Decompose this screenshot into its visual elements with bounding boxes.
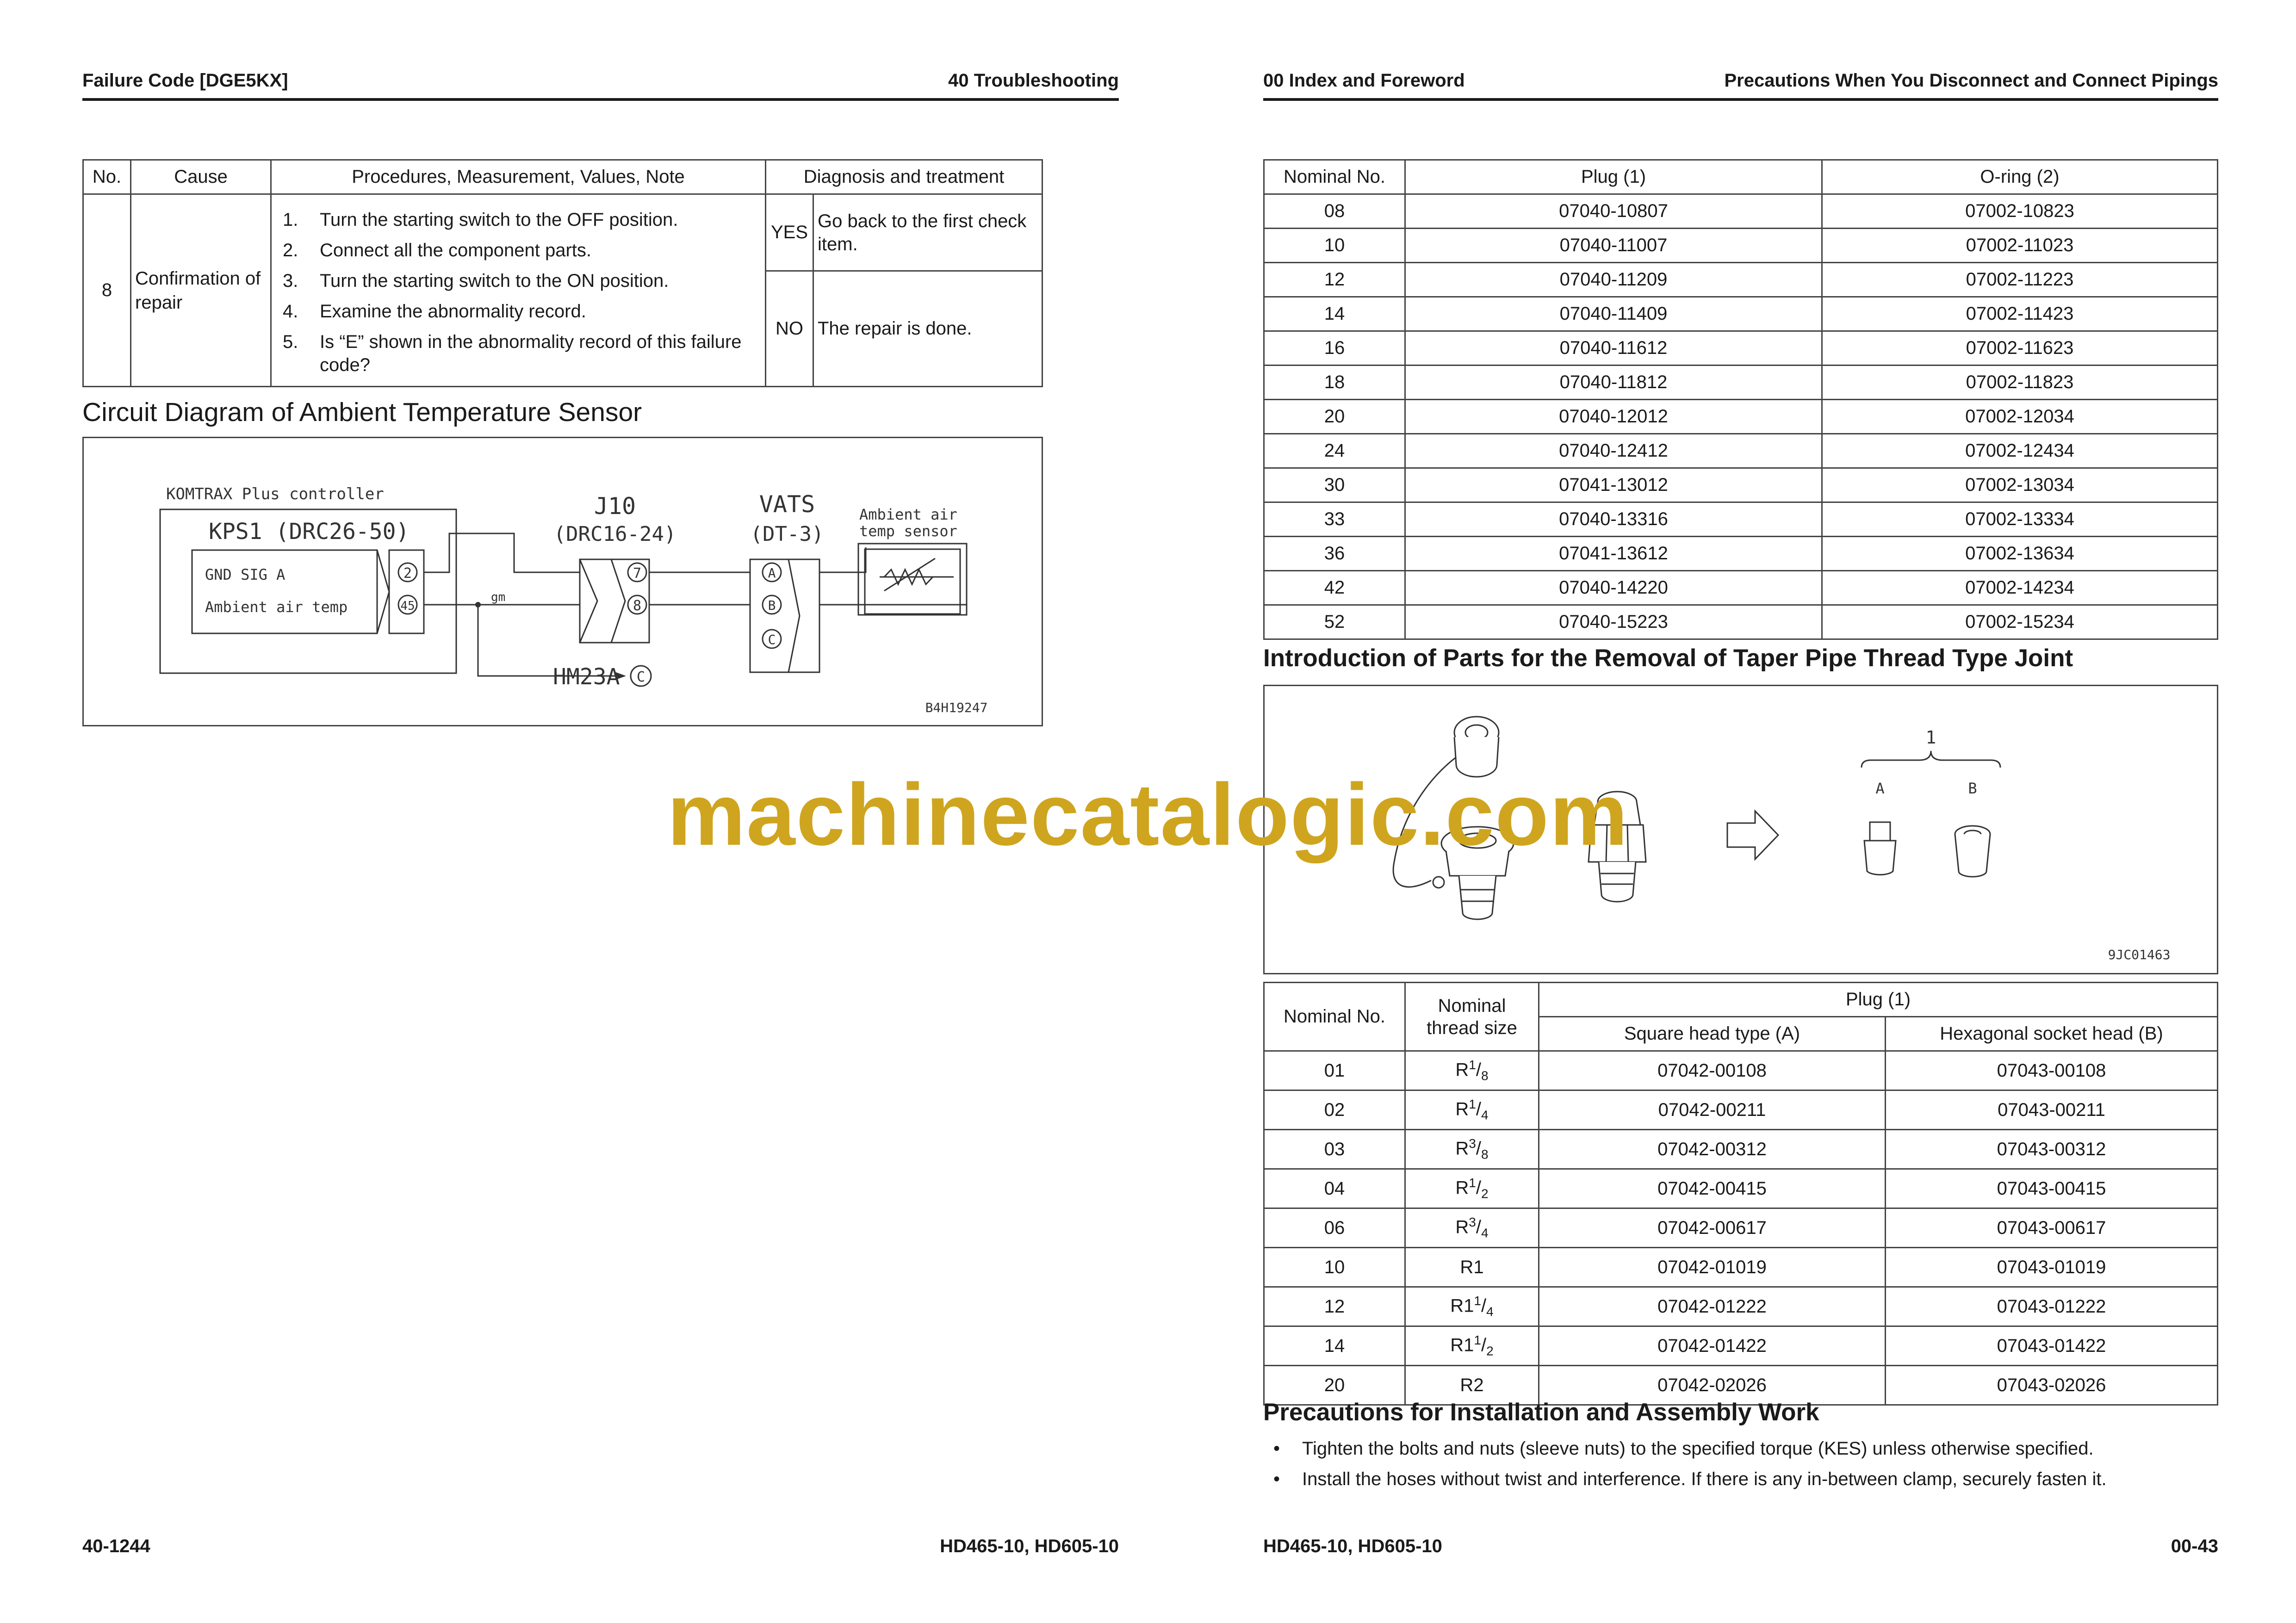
thread-fraction-denominator: 2 <box>1481 1186 1489 1201</box>
controller-label-gnd: GND SIG A <box>205 566 285 583</box>
thread-prefix: R <box>1450 1295 1464 1316</box>
vats-subtitle: (DT-3) <box>750 522 824 546</box>
col-header-diagnosis: Diagnosis and treatment <box>766 160 1043 194</box>
thread-prefix: R <box>1455 1059 1469 1080</box>
list-item <box>1263 1433 2218 1464</box>
table-row <box>1264 365 2218 400</box>
col-header-cause: Cause <box>131 160 271 194</box>
cell-square-head: 07042-00415 <box>1539 1169 1886 1208</box>
cell-thread-size: $R^1/_2$ <box>1405 1169 1539 1208</box>
cell-hex-socket: 07043-02026 <box>1886 1366 2218 1405</box>
cell-plug: 07040-13316 <box>1405 502 1822 537</box>
thread-fraction-denominator: 8 <box>1481 1147 1489 1162</box>
table-row <box>1264 263 2218 297</box>
cell-plug: 07040-11409 <box>1405 297 1822 331</box>
cell-thread-size: $R1^1/_4$ <box>1405 1287 1539 1326</box>
col-header-no: No. <box>83 160 131 194</box>
cell-thread-size: $R^3/_4$ <box>1405 1208 1539 1248</box>
cell-square-head: 07042-01019 <box>1539 1248 1886 1287</box>
cell-plug: 07040-11612 <box>1405 331 1822 365</box>
right-header-title: Precautions When You Disconnect and Connect Pipings <box>1724 70 2218 91</box>
j10-title: J10 <box>594 493 636 520</box>
cell-square-head: 07042-00108 <box>1539 1051 1886 1090</box>
vats-title: VATS <box>759 491 815 518</box>
table-row <box>83 194 1043 271</box>
procedure-step <box>283 204 754 235</box>
table-row <box>1264 1208 2218 1248</box>
cell-oring: 07002-13634 <box>1822 537 2218 571</box>
thread-prefix: R <box>1460 1257 1474 1277</box>
cell-plug: 07040-11007 <box>1405 229 1822 263</box>
taper-plug-table <box>1263 982 2218 1406</box>
cell-hex-socket: 07043-01222 <box>1886 1287 2218 1326</box>
cell-hex-socket: 07043-00312 <box>1886 1130 2218 1169</box>
list-item <box>1263 1464 2218 1494</box>
table-header-row <box>1264 983 2218 1017</box>
table-row <box>1264 1051 2218 1090</box>
cell-oring: 07002-11823 <box>1822 365 2218 400</box>
cell-hex-socket: 07043-01422 <box>1886 1326 2218 1366</box>
cell-oring: 07002-12034 <box>1822 400 2218 434</box>
table-row <box>1264 400 2218 434</box>
table-row <box>1264 331 2218 365</box>
cell-nominal-no: 01 <box>1264 1051 1405 1090</box>
thread-fraction-numerator: 1 <box>1474 1333 1481 1348</box>
table-row <box>1264 229 2218 263</box>
col-header-nominal-no: Nominal No. <box>1264 983 1405 1051</box>
sensor-label-2: temp sensor <box>859 522 957 540</box>
cell-plug: 07040-11209 <box>1405 263 1822 297</box>
right-header-section: 00 Index and Foreword <box>1263 70 1465 91</box>
col-header-square-head: Square head type (A) <box>1539 1017 1886 1051</box>
table-row <box>1264 1130 2218 1169</box>
left-header-title: Failure Code [DGE5KX] <box>82 70 288 91</box>
figure-code: 9JC01463 <box>2108 947 2171 962</box>
controller-block <box>192 550 377 633</box>
cell-nominal-no: 10 <box>1264 1248 1405 1287</box>
thread-whole: 1 <box>1473 1257 1484 1277</box>
row-procedures <box>271 194 766 387</box>
cell-nominal-no: 14 <box>1264 297 1405 331</box>
thread-fraction-denominator: 8 <box>1481 1068 1489 1083</box>
bullet-icon: • <box>1273 1469 1280 1489</box>
cell-nominal-no: 14 <box>1264 1326 1405 1366</box>
table-row <box>1264 1326 2218 1366</box>
cell-nominal-no: 02 <box>1264 1090 1405 1130</box>
circuit-diagram <box>84 438 1042 725</box>
cell-nominal-no: 03 <box>1264 1130 1405 1169</box>
junction-dot <box>475 602 481 607</box>
tool-thread <box>1459 876 1496 919</box>
col-header-plug: Plug (1) <box>1539 983 2218 1017</box>
step-text: Turn the starting switch to the ON position. <box>320 270 669 291</box>
procedure-step <box>283 266 754 296</box>
cell-nominal-no: 30 <box>1264 468 1405 502</box>
precautions-title: Precautions for Installation and Assembly Work <box>1263 1399 1819 1426</box>
cell-nominal-no: 52 <box>1264 605 1405 639</box>
cell-oring: 07002-13334 <box>1822 502 2218 537</box>
table-row <box>1264 1287 2218 1326</box>
cell-oring: 07002-11423 <box>1822 297 2218 331</box>
thread-prefix: R <box>1455 1138 1469 1159</box>
left-header-section: 40 Troubleshooting <box>948 70 1119 91</box>
taper-section-title: Introduction of Parts for the Removal of Taper Pipe Thread Type Joint <box>1263 644 2073 672</box>
table-header-row <box>1264 160 2218 194</box>
thread-prefix: R <box>1460 1375 1474 1395</box>
procedure-step <box>283 296 754 327</box>
vats-connector <box>750 559 819 672</box>
step-text: Turn the starting switch to the OFF position. <box>320 209 678 230</box>
yes-treatment: Go back to the first check item. <box>813 194 1043 271</box>
cell-square-head: 07042-00312 <box>1539 1130 1886 1169</box>
step-number: 5. <box>283 331 298 352</box>
branch-target-label: HM23A <box>553 664 620 690</box>
col-header-hex-socket: Hexagonal socket head (B) <box>1886 1017 2218 1051</box>
cell-nominal-no: 16 <box>1264 331 1405 365</box>
cell-plug: 07040-12012 <box>1405 400 1822 434</box>
table-row <box>1264 468 2218 502</box>
step-text: Connect all the component parts. <box>320 240 592 260</box>
controller-connector-label: KPS1 (DRC26-50) <box>209 519 410 545</box>
thread-fraction-numerator: 3 <box>1469 1215 1476 1230</box>
circuit-diagram-box <box>82 437 1043 726</box>
right-page-number: 00-43 <box>2171 1536 2218 1556</box>
figure-code: B4H19247 <box>925 700 988 715</box>
cell-nominal-no: 20 <box>1264 1366 1405 1405</box>
table-row <box>1264 1169 2218 1208</box>
thread-fraction-numerator: 3 <box>1469 1136 1476 1151</box>
col-header-plug: Plug (1) <box>1405 160 1822 194</box>
cell-oring: 07002-12434 <box>1822 434 2218 468</box>
cell-plug: 07041-13612 <box>1405 537 1822 571</box>
cell-plug: 07041-13012 <box>1405 468 1822 502</box>
thread-fraction-denominator: 4 <box>1486 1304 1494 1319</box>
procedure-step <box>283 327 754 377</box>
j10-pin-7: 7 <box>633 565 642 582</box>
table-row <box>1264 537 2218 571</box>
table-row <box>1264 502 2218 537</box>
cell-plug: 07040-14220 <box>1405 571 1822 605</box>
troubleshooting-table <box>82 159 1043 387</box>
col-header-nominal-no: Nominal No. <box>1264 160 1405 194</box>
left-header <box>82 70 1119 101</box>
thread-prefix: R <box>1450 1335 1464 1356</box>
cell-nominal-no: 06 <box>1264 1208 1405 1248</box>
cell-plug: 07040-15223 <box>1405 605 1822 639</box>
vats-pin-b: B <box>768 598 776 613</box>
cell-nominal-no: 36 <box>1264 537 1405 571</box>
cell-thread-size: $R^1/_8$ <box>1405 1051 1539 1090</box>
thread-whole: 1 <box>1464 1335 1474 1356</box>
figure-label-1: 1 <box>1925 727 1936 748</box>
cell-oring: 07002-13034 <box>1822 468 2218 502</box>
cell-square-head: 07042-00211 <box>1539 1090 1886 1130</box>
circuit-diagram-title: Circuit Diagram of Ambient Temperature Sensor <box>82 397 642 427</box>
table-row <box>1264 1248 2218 1287</box>
precautions-list <box>1263 1433 2218 1494</box>
cell-hex-socket: 07043-00415 <box>1886 1169 2218 1208</box>
row-cause: Confirmation of repair <box>131 194 271 387</box>
cell-nominal-no: 20 <box>1264 400 1405 434</box>
table-row <box>1264 297 2218 331</box>
table-row <box>1264 1090 2218 1130</box>
step-number: 4. <box>283 301 298 322</box>
cell-square-head: 07042-01422 <box>1539 1326 1886 1366</box>
figure-label-b: B <box>1968 780 1977 797</box>
cell-hex-socket: 07043-01019 <box>1886 1248 2218 1287</box>
cell-nominal-no: 04 <box>1264 1169 1405 1208</box>
thread-fraction-denominator: 4 <box>1481 1108 1489 1122</box>
cell-oring: 07002-15234 <box>1822 605 2218 639</box>
row-no: 8 <box>83 194 131 387</box>
cell-nominal-no: 42 <box>1264 571 1405 605</box>
table-header-row <box>83 160 1043 194</box>
procedure-step <box>283 235 754 266</box>
procedure-steps <box>283 204 754 377</box>
controller-label-temp: Ambient air temp <box>205 598 348 616</box>
thread-fraction-denominator: 2 <box>1486 1344 1494 1358</box>
cell-plug: 07040-10807 <box>1405 194 1822 229</box>
cell-oring: 07002-10823 <box>1822 194 2218 229</box>
right-header <box>1263 70 2218 101</box>
cell-plug: 07040-12412 <box>1405 434 1822 468</box>
bullet-icon: • <box>1273 1438 1280 1459</box>
left-model: HD465-10, HD605-10 <box>940 1536 1119 1556</box>
controller-title: KOMTRAX Plus controller <box>166 485 384 503</box>
step-number: 3. <box>283 270 298 291</box>
j10-pin-8: 8 <box>633 598 642 614</box>
thread-fraction-numerator: 1 <box>1469 1058 1476 1072</box>
table-row <box>1264 571 2218 605</box>
figure-label-a: A <box>1875 780 1885 797</box>
cell-thread-size: $R^1/_4$ <box>1405 1090 1539 1130</box>
cell-nominal-no: 24 <box>1264 434 1405 468</box>
cell-nominal-no: 12 <box>1264 1287 1405 1326</box>
no-treatment: The repair is done. <box>813 271 1043 387</box>
controller-pin-2: 2 <box>403 565 412 582</box>
cell-nominal-no: 12 <box>1264 263 1405 297</box>
col-header-oring: O-ring (2) <box>1822 160 2218 194</box>
cell-thread-size: $R^3/_8$ <box>1405 1130 1539 1169</box>
j10-subtitle: (DRC16-24) <box>553 522 676 546</box>
col-header-thread-size: Nominal thread size <box>1405 983 1539 1051</box>
table-row <box>1264 194 2218 229</box>
thread-fraction-numerator: 1 <box>1469 1097 1476 1112</box>
cell-square-head: 07042-00617 <box>1539 1208 1886 1248</box>
table-row <box>1264 434 2218 468</box>
thread-fraction-numerator: 1 <box>1474 1294 1481 1308</box>
yes-label: YES <box>766 194 813 271</box>
cell-square-head: 07042-02026 <box>1539 1366 1886 1405</box>
cell-oring: 07002-14234 <box>1822 571 2218 605</box>
vats-pin-c: C <box>768 632 776 647</box>
cell-nominal-no: 33 <box>1264 502 1405 537</box>
vats-pin-a: A <box>768 565 776 581</box>
fitting-thread <box>1599 862 1636 902</box>
thread-fraction-denominator: 4 <box>1481 1226 1489 1240</box>
cell-hex-socket: 07043-00211 <box>1886 1090 2218 1130</box>
thread-whole: 1 <box>1464 1295 1474 1316</box>
thread-prefix: R <box>1455 1177 1469 1198</box>
cell-thread-size <box>1405 1248 1539 1287</box>
branch-pin-c: C <box>636 669 645 685</box>
cell-oring: 07002-11223 <box>1822 263 2218 297</box>
cell-nominal-no: 18 <box>1264 365 1405 400</box>
watermark: machinecatalogic.com <box>667 766 1629 864</box>
cell-oring: 07002-11023 <box>1822 229 2218 263</box>
step-number: 1. <box>283 209 298 230</box>
right-model: HD465-10, HD605-10 <box>1263 1536 1442 1556</box>
thread-fraction-numerator: 1 <box>1469 1176 1476 1190</box>
cell-square-head: 07042-01222 <box>1539 1287 1886 1326</box>
cell-plug: 07040-11812 <box>1405 365 1822 400</box>
plug-oring-table <box>1263 159 2218 640</box>
step-text: Examine the abnormality record. <box>320 301 586 322</box>
cell-thread-size: $R1^1/_2$ <box>1405 1326 1539 1366</box>
col-header-procedures: Procedures, Measurement, Values, Note <box>271 160 766 194</box>
cell-nominal-no: 10 <box>1264 229 1405 263</box>
wire-color-label: gm <box>491 590 506 604</box>
bullet-text: Install the hoses without twist and interference. If there is any in-between clamp, securely fasten it. <box>1302 1469 2107 1489</box>
cell-oring: 07002-11623 <box>1822 331 2218 365</box>
thread-prefix: R <box>1455 1217 1469 1238</box>
thread-whole: 2 <box>1473 1375 1484 1395</box>
left-page-number: 40-1244 <box>82 1536 150 1556</box>
table-row <box>1264 605 2218 639</box>
cell-hex-socket: 07043-00108 <box>1886 1051 2218 1090</box>
cell-nominal-no: 08 <box>1264 194 1405 229</box>
cell-hex-socket: 07043-00617 <box>1886 1208 2218 1248</box>
no-label: NO <box>766 271 813 387</box>
bullet-text: Tighten the bolts and nuts (sleeve nuts) to the specified torque (KES) unless otherwise specified. <box>1302 1438 2094 1459</box>
step-number: 2. <box>283 240 298 260</box>
sensor-label-1: Ambient air <box>859 506 957 523</box>
thread-prefix: R <box>1455 1099 1469 1120</box>
step-text: Is “E” shown in the abnormality record of this failure code? <box>320 331 742 375</box>
controller-pin-45: 45 <box>400 599 415 613</box>
controller-connector-shape <box>377 550 389 633</box>
